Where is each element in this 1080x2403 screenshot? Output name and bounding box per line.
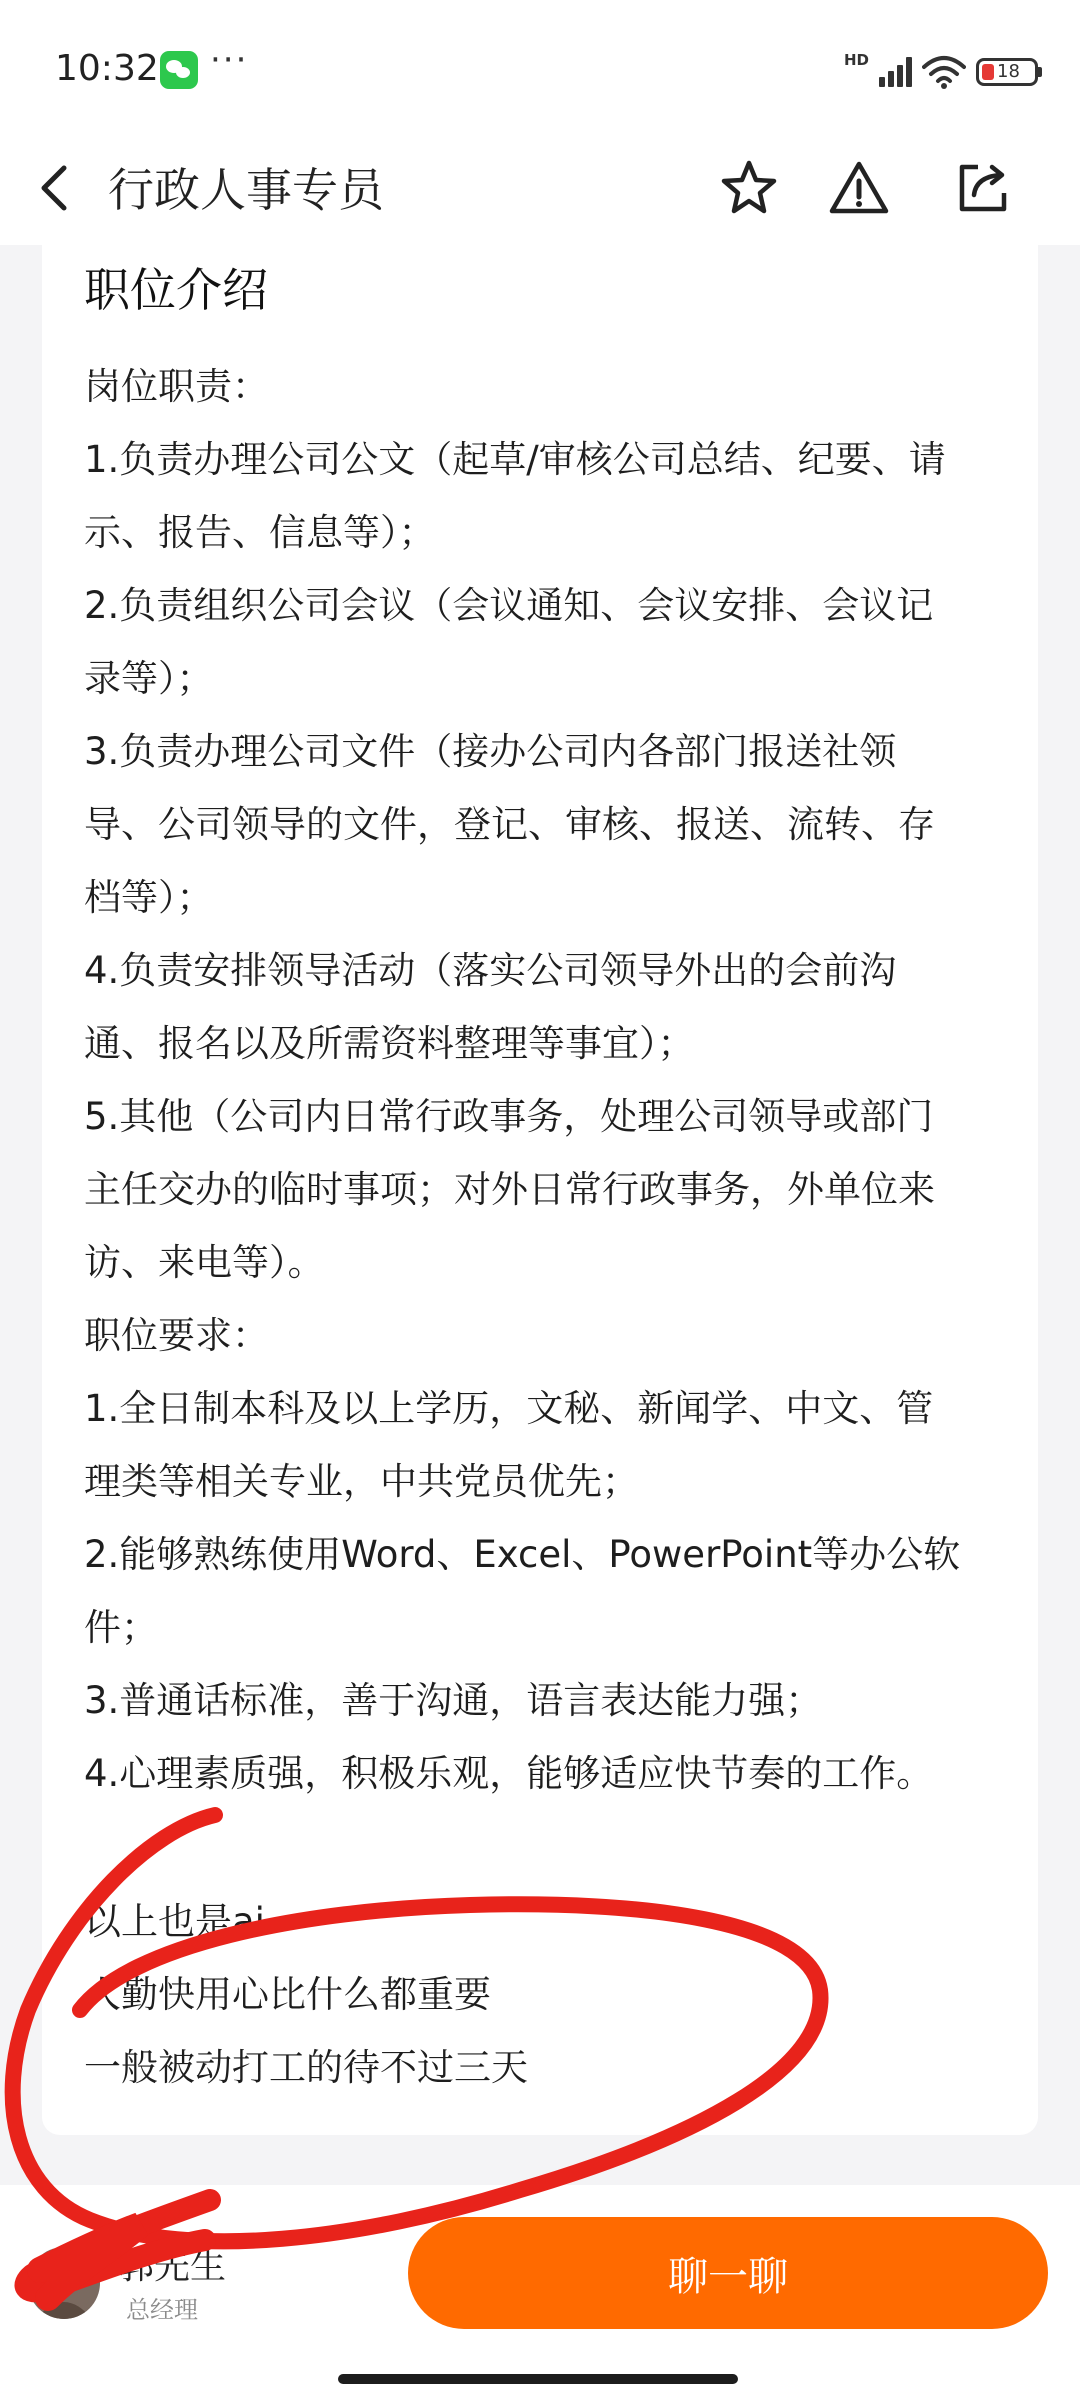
text-line: 2.负责组织公司会议（会议通知、会议安排、会议记 [84,584,934,627]
section-title: 职位介绍 [84,263,268,317]
text-line: 3.普通话标准，善于沟通，语言表达能力强； [84,1679,823,1722]
text-line: 示、报告、信息等）； [84,511,436,554]
signal-icon [879,57,912,87]
battery-level: 18 [997,61,1020,82]
text-line: 5.其他（公司内日常行政事务，处理公司领导或部门 [84,1095,934,1138]
warning-icon[interactable] [826,155,892,221]
text-line: 档等）； [84,876,214,919]
text-line: 4.负责安排领导活动（落实公司领导外出的会前沟 [84,949,897,992]
note-line: 人勤快用心比什么都重要 [84,1973,491,2016]
recruiter-name: 郭先生 [118,2246,227,2287]
text-line: 导、公司领导的文件，登记、审核、报送、流转、存 [84,803,935,846]
job-description-card [42,245,1038,2135]
text-line: 通、报名以及所需资料整理等事宜）； [84,1022,695,1065]
more-notifications-icon: ··· [210,40,249,80]
avatar[interactable] [28,2247,100,2319]
recruiter-role: 总经理 [126,2296,198,2324]
nav-bar [0,140,1080,245]
chat-button[interactable]: 聊一聊 [408,2217,1048,2329]
back-icon[interactable] [30,158,80,218]
network-hd-label: HD [843,51,869,69]
text-line: 件； [84,1606,158,1649]
text-line: 岗位职责： [84,365,269,408]
status-icons [844,52,1038,92]
job-description-text [84,350,1024,1810]
text-line: 4.心理素质强，积极乐观，能够适应快节奏的工作。 [84,1752,934,1795]
note-line: 以上也是ai [84,1900,265,1943]
home-indicator[interactable] [338,2374,738,2384]
text-line: 2.能够熟练使用Word、Excel、PowerPoint等办公软 [84,1533,961,1576]
page-title: 行政人事专员 [108,163,384,217]
wifi-icon [922,55,966,89]
bottom-bar [0,2185,1080,2403]
text-line: 理类等相关专业，中共党员优先； [84,1460,639,1503]
share-icon[interactable] [950,155,1016,221]
text-line: 主任交办的临时事项；对外日常行政事务，外单位来 [84,1168,935,1211]
note-line: 一般被动打工的待不过三天 [84,2046,528,2089]
person-icon [28,2247,100,2319]
annotation-notes [84,1885,528,2104]
status-time: 10:32 [55,48,159,89]
status-bar [0,0,1080,140]
text-line: 录等）； [84,657,214,700]
wechat-icon [160,51,198,89]
star-icon[interactable] [716,155,782,221]
text-line: 1.负责办理公司公文（起草/审核公司总结、纪要、请 [84,438,946,481]
text-line: 1.全日制本科及以上学历，文秘、新闻学、中文、管 [84,1387,934,1430]
text-line: 3.负责办理公司文件（接办公司内各部门报送社领 [84,730,897,773]
battery-icon [976,58,1038,86]
text-line: 访、来电等）。 [84,1241,325,1284]
text-line: 职位要求： [84,1314,269,1357]
